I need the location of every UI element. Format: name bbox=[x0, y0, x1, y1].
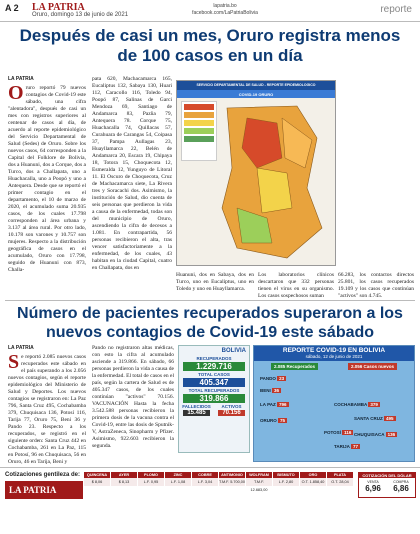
article2-headline: Número de pacientes recuperados superaron a los nuevos contagios de Covid-19 este sábado bbox=[17, 305, 403, 341]
article1-dropcap: O bbox=[8, 82, 24, 104]
department-name: TARIJA bbox=[334, 444, 352, 449]
market-name: BISMUTO bbox=[273, 472, 299, 478]
article2-author: LA PATRIA bbox=[8, 345, 34, 351]
epidemiological-map bbox=[176, 80, 336, 266]
market-cell bbox=[84, 472, 110, 486]
map-subheader: COVID-19 ORURO bbox=[177, 90, 335, 98]
department-name: ORURO bbox=[260, 418, 278, 423]
footer-logo: LA PATRIA bbox=[5, 481, 83, 499]
map-legend bbox=[181, 101, 217, 161]
dollar-rate-box bbox=[358, 472, 416, 498]
web-links bbox=[185, 3, 265, 17]
department-name: COCHABAMBA bbox=[334, 402, 369, 407]
article1-col4: Los laboratorios clínicos descartaron que 332 personas tienen el virus en su organismo. Los casos sospechosos suman bbox=[258, 272, 334, 299]
active-label: ACTIVOS bbox=[221, 404, 242, 409]
market-value: O.T. 1.858,40 bbox=[301, 480, 325, 484]
recovered-daily-label: Recuperados bbox=[286, 364, 316, 369]
market-name: QUINCENA bbox=[84, 472, 110, 478]
department-name: BENI bbox=[260, 388, 273, 393]
department-item bbox=[260, 402, 289, 407]
market-name: WOLFRAM bbox=[246, 472, 272, 478]
market-value: L.F. 1,08 bbox=[165, 478, 191, 486]
market-value: $ 8,13 bbox=[111, 478, 137, 486]
market-cell bbox=[219, 472, 245, 486]
department-value: 23 bbox=[279, 376, 285, 381]
cases-daily-label: Casos nuevos bbox=[363, 364, 395, 369]
website-link[interactable]: lapatria.bo bbox=[213, 3, 237, 9]
deaths-active-row bbox=[179, 404, 249, 417]
article1-col2: pata 620, Machacamarca 165, Eucaliptus 132, Sabaya 130, Huari 112, Caracollo 116, Toledo 94, Poopó 87, Salinas de Garci Mendoza 69, Santiago de Andamarca 83, Pazña 79, Antequera 78. Corque 75, Huachacalla 74, Quillacas 57, Curahuara de Carangas 54, Coipasa 37, Pampa Aullagas 23, Huayllamarca 22, Belén de Andamarca 20, Escara 19, Chipaya 18, Totora 15, Choquecota 12, Esmeralda 12, Yunguyo de Litoral 11. El Oscuro de Choquecota, Cruz de Machacamarca siete, La Rivera tres y Soracachi dos. Asimismo, la institución de Salud, dio cuenta de seis personas que perdieron la vida a causa de la enfermedad, todas son del municipio de Oruro, ascendiendo la cifra de decesos a 1.081. En contrapartida, 56 personas recibieron el alta, tras vencer satisfactoriamente a la enfermedad, de los cuales, 43 habitan en la ciudad Capital, cuatro en Challapata, dos en bbox=[92, 76, 172, 271]
total-recovered-label: TOTAL RECUPERADOS bbox=[188, 388, 240, 393]
article2-dropcap: S bbox=[8, 351, 20, 373]
market-value: L.F. 0,95 bbox=[138, 478, 164, 486]
page-number: A 2 bbox=[5, 3, 19, 13]
market-value: O.T. 28,04 bbox=[327, 478, 353, 486]
market-cell bbox=[138, 472, 164, 486]
market-name: COBRE bbox=[192, 472, 218, 478]
deaths-value: 15.485 bbox=[183, 410, 210, 416]
market-value: L.F. 2,80 bbox=[273, 478, 299, 486]
dateline: Oruro, domingo 13 de junio de 2021 bbox=[32, 12, 129, 18]
map-header: SERVICIO DEPARTAMENTAL DE SALUD - REPORTE EPIDEMIOLOGICO bbox=[177, 81, 335, 90]
market-cell bbox=[192, 472, 218, 486]
article1-col3-side bbox=[340, 76, 414, 266]
department-item bbox=[354, 432, 397, 437]
page-header bbox=[0, 0, 420, 22]
department-value: 796 bbox=[279, 402, 287, 407]
total-recovered-value: 319.866 bbox=[183, 394, 245, 403]
recovered-daily-value: 2.085 bbox=[273, 364, 286, 369]
deaths-label: FALLECIDOS bbox=[182, 404, 211, 409]
market-cell bbox=[327, 472, 353, 486]
market-value: T.M.F. 5.700,00 bbox=[219, 480, 245, 484]
department-item bbox=[260, 376, 286, 381]
department-name: POTOSÍ bbox=[324, 430, 343, 435]
covid-summary bbox=[254, 361, 414, 372]
market-name: ANTIMONIO bbox=[219, 472, 245, 478]
article2-text-col1: e reportó 2.085 nuevos casos recuperados este sábado en el país superando a los 2.056 nuevos contagios, según el reporte epidemiológico del Ministerio de Salud y Deportes. Los nuevos contagios se registraron en: La Paz 796, Santa Cruz 495, Cochabamba 379, Chuquisaca 136, Potosí 116, Tarija 77, Oruro 75, Beni 36 y Pando 23. Respecto a los recuperados, se registró en el siguiente orden: Santa Cruz 442 en Cochabamba, 261 en La Paz, 115 en Potosí, 96 en Chuquisaca, 56 en Oruro, 46 en Tarija, Beni y bbox=[8, 354, 86, 465]
dollar-sell-label: COMPRA bbox=[393, 480, 409, 484]
market-cell bbox=[111, 472, 137, 486]
department-value: 77 bbox=[353, 444, 359, 449]
recovered-label: RECUPERADOS bbox=[196, 356, 232, 361]
department-item bbox=[334, 402, 380, 407]
department-name: LA PAZ bbox=[260, 402, 277, 407]
active-value: 70.156 bbox=[218, 410, 245, 416]
facebook-link[interactable]: facebook.com/LaPatriaBolivia bbox=[192, 10, 258, 16]
market-value: $ 8,06 bbox=[84, 478, 110, 486]
department-value: 495 bbox=[386, 416, 394, 421]
department-list bbox=[254, 372, 414, 454]
department-value: 36 bbox=[274, 388, 280, 393]
article1-author: LA PATRIA bbox=[8, 76, 34, 82]
covid-report-date: sábado, 12 de junio de 2021 bbox=[305, 354, 363, 359]
market-cell bbox=[246, 472, 272, 492]
department-value: 75 bbox=[280, 418, 286, 423]
department-value: 116 bbox=[344, 430, 352, 435]
covid-report-title: REPORTE COVID-19 EN BOLIVIA bbox=[282, 347, 386, 354]
department-item bbox=[324, 430, 353, 435]
recovered-value: 1.229.716 bbox=[183, 362, 245, 371]
market-name: PLOMO bbox=[138, 472, 164, 478]
market-name: ZINC bbox=[165, 472, 191, 478]
covid-report-panel bbox=[253, 345, 415, 462]
market-table bbox=[84, 472, 354, 492]
market-name: ORO bbox=[300, 472, 326, 478]
dollar-buy-value: 6,96 bbox=[365, 484, 381, 493]
article2-col1 bbox=[8, 345, 86, 463]
section-divider bbox=[5, 300, 415, 301]
dollar-buy-label: VENTA bbox=[367, 480, 379, 484]
dollar-sell-value: 6,86 bbox=[393, 484, 409, 493]
market-name: PLATA bbox=[327, 472, 353, 478]
total-label: TOTAL CASOS bbox=[198, 372, 230, 377]
market-cell bbox=[165, 472, 191, 486]
department-item bbox=[334, 444, 360, 449]
covid-report-header bbox=[254, 346, 414, 361]
market-value: T.M.F. 12.683,00 bbox=[246, 478, 272, 486]
department-value: 379 bbox=[370, 402, 378, 407]
market-cell bbox=[273, 472, 299, 486]
recovered-panel bbox=[178, 345, 250, 453]
department-item bbox=[354, 416, 396, 421]
department-name: PANDO bbox=[260, 376, 278, 381]
brand-name: LA PATRIA bbox=[32, 2, 85, 13]
footer-title: Cotizaciones gentileza de: bbox=[5, 472, 81, 478]
market-footer bbox=[0, 467, 420, 534]
total-value: 405.347 bbox=[183, 378, 245, 387]
article2-col2: Pando no registraron altas médicas, con esto la cifra al acumulado asciende a 319.866. En sábado, 66 personas perdieron la vida a causa de la enfermedad. El total de casos en el país, según la cartera de Salud es de 405.347 casos, de los cuales continúan "activos" 70.156. VACUNACIÓN Hasta la fecha 3.542.588 personas recibieron la primera dosis de la vacuna contra el Covid-19, entre las dosis de Sputnik-V, AstraZeneca, Sinopharm y Pfizer. Asimismo, 922.603 recibieron la segunda. bbox=[92, 345, 174, 449]
cases-daily-value: 2.056 bbox=[350, 364, 363, 369]
market-value: L.F. 3,04 bbox=[192, 478, 218, 486]
department-item bbox=[260, 418, 287, 423]
bolivia-logo: BOLIVIA bbox=[221, 348, 246, 354]
dollar-title: COTIZACIÓN DEL DÓLAR bbox=[359, 473, 415, 478]
article1-col5: 66.283, los contactos directos 25.801, los casos recuperados 19.109 y los casos que continúan "activos" son 4.745. bbox=[338, 272, 414, 299]
section-label: reporte bbox=[380, 4, 412, 15]
article1-headline: Después de casi un mes, Oruro registra menos de 100 casos en un día bbox=[19, 26, 401, 65]
article1-text-col1: ruro reportó 79 nuevos contagios de Covid-19 este sábado, una cifra "alentadora", después de casi un mes con registros superiores al centenar de casos al día, de acuerdo al reporte epidemiológico del Servicio Departamental de Salud (Sedes) de Oruro. Sobre los nuevos casos, 64 corresponden a la Capital del Folklore de Bolivia, dos a Huanuni, dos a Corque, dos a Turco, dos a Challapata, uno a Huachacalla, uno a Poopó y uno a Antequera. Desde que se reportó el primer contagio en el departamento, el 10 de marzo de 2020, el acumulado suma 20.935 casos, de los cuales 17.798 corresponden al área urbana y 3.137 al área rural. Por otro lado, 10.178 son varones y 10.757 son mujeres. Respecto a la distribución geográfica de casos en el acumulado, Oruro con 17.798, seguido de Huanuni con 873, Challa- bbox=[8, 85, 86, 273]
article1-col1 bbox=[8, 76, 86, 273]
department-item bbox=[260, 388, 281, 393]
market-name: AYER bbox=[111, 472, 137, 478]
market-cell bbox=[300, 472, 326, 486]
department-value: 136 bbox=[387, 432, 396, 437]
department-name: CHUQUISACA bbox=[354, 432, 386, 437]
department-name: SANTA CRUZ bbox=[354, 416, 384, 421]
article1-col3: Huanuni, dos en Sabaya, dos en Turco, uno en Eucaliptus, uno en Toledo y uno en Huayllamarca. bbox=[176, 272, 254, 292]
